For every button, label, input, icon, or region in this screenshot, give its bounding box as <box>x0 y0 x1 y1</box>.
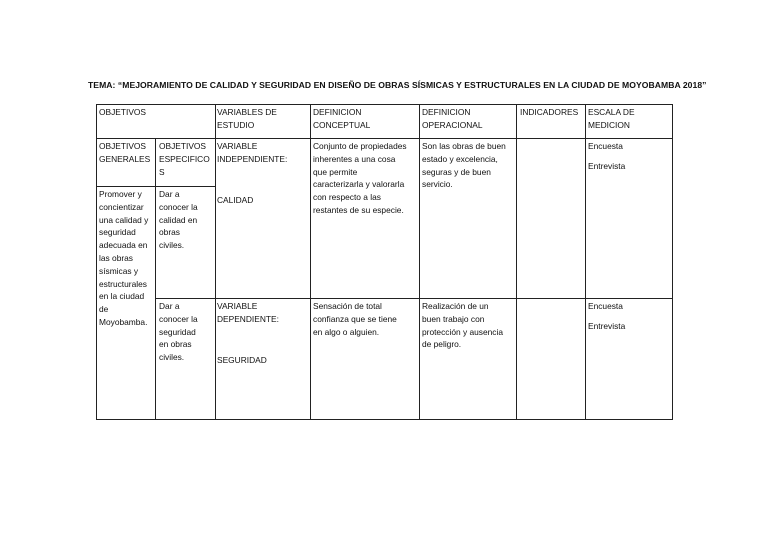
table-border-right <box>672 104 673 420</box>
col-divider-generales <box>155 138 156 420</box>
col-divider-conceptual <box>419 104 420 420</box>
header-variables: VARIABLES DE ESTUDIO <box>217 107 277 130</box>
table-border-top <box>96 104 673 105</box>
header-indicadores: INDICADORES <box>520 107 579 117</box>
subheader-generales: OBJETIVOS GENERALES <box>99 141 151 164</box>
general-objective: Promover y concientizar una calidad y seguridad adecuada en las obras sísmicas y estructurales en la ciudad de Moyobamba. <box>99 189 149 327</box>
scale-1-item-1: Encuesta <box>588 141 623 151</box>
header-def-operacional: DEFINICION OPERACIONAL <box>422 107 483 130</box>
operational-definition-1: Son las obras de buen estado y excelencia, seguras y de buen servicio. <box>422 141 506 190</box>
col-divider-variables <box>310 104 311 420</box>
conceptual-definition-2: Sensación de total confianza que se tiene en algo o alguien. <box>313 301 397 337</box>
specific-objective-1: Dar a conocer la calidad en obras civiles. <box>159 189 198 251</box>
general-divider <box>96 186 155 187</box>
table-border-left <box>96 104 97 420</box>
col-divider-objetivos <box>215 104 216 420</box>
col-divider-indicadores <box>585 104 586 420</box>
scale-2-item-1: Encuesta <box>588 301 623 311</box>
header-def-conceptual: DEFINICION CONCEPTUAL <box>313 107 371 130</box>
conceptual-definition-1: Conjunto de propiedades inherentes a una cosa que permite caracterizarla y valorarla con respecto a las restantes de su especie. <box>313 141 407 215</box>
operational-definition-2: Realización de un buen trabajo con protección y ausencia de peligro. <box>422 301 504 350</box>
variable-name-1: CALIDAD <box>217 195 254 205</box>
subheader-especificos: OBJETIVOS ESPECIFICO S <box>159 141 210 177</box>
specific-objective-2: Dar a conocer la seguridad en obras civiles. <box>159 301 198 363</box>
variable-label-1: VARIABLE INDEPENDIENTE: <box>217 141 288 164</box>
document-title: TEMA: “MEJORAMIENTO DE CALIDAD Y SEGURIDAD EN DISEÑO DE OBRAS SÍSMICAS Y ESTRUCTURALES EN LA CIUDAD DE MOYOBAMBA 2018” <box>88 80 707 90</box>
scale-2-item-2: Entrevista <box>588 321 626 331</box>
scale-1-item-2: Entrevista <box>588 161 626 171</box>
header-divider <box>96 138 673 139</box>
col-divider-operacional <box>516 104 517 420</box>
variable-label-2: VARIABLE DEPENDIENTE: <box>217 301 279 324</box>
specific-divider-1 <box>155 186 215 187</box>
operationalization-table <box>96 104 673 420</box>
row-divider-right <box>155 298 673 299</box>
variable-name-2: SEGURIDAD <box>217 355 267 365</box>
header-escala: ESCALA DE MEDICION <box>588 107 635 130</box>
header-objetivos: OBJETIVOS <box>99 107 147 117</box>
table-border-bottom <box>96 419 673 420</box>
